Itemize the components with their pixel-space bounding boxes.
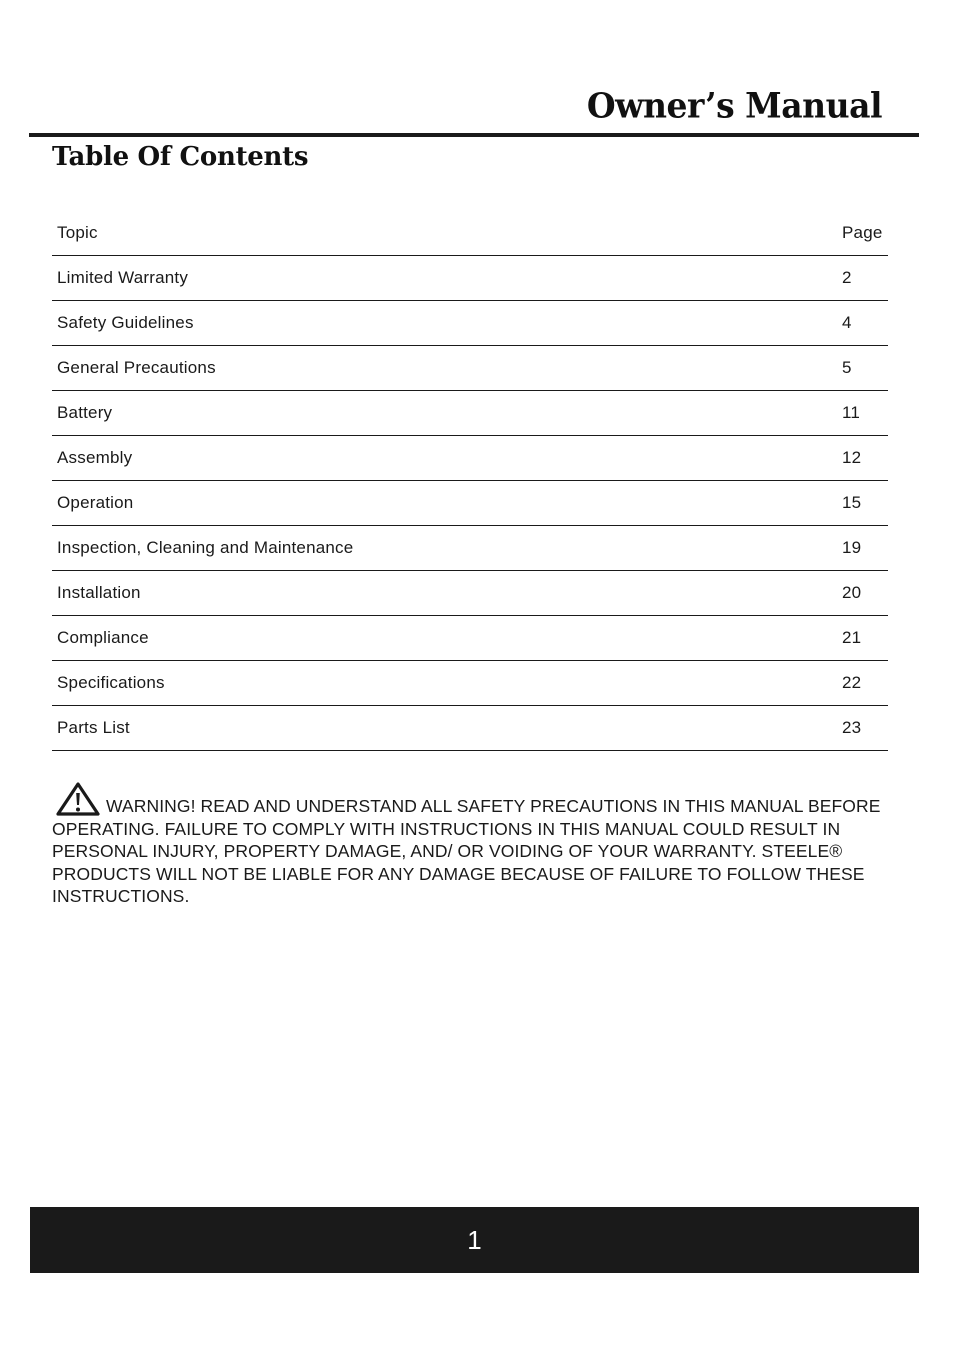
toc-topic: Inspection, Cleaning and Maintenance <box>57 538 354 557</box>
footer-bar <box>30 1207 919 1273</box>
warning-text: WARNING! READ AND UNDERSTAND ALL SAFETY PRECAUTIONS IN THIS MANUAL BEFORE OPERATING. FAILURE TO COMPLY WITH INSTRUCTIONS IN THIS MANUAL COULD RESULT IN PERSONAL INJURY, PROPERTY DAMAGE, AND/ OR VOIDING OF YOUR WARRANTY. STEELE® PRODUCTS WILL NOT BE LIABLE FOR ANY DAMAGE BECAUSE OF FAILURE TO FOLLOW THESE INSTRUCTIONS. <box>52 796 881 906</box>
toc-row <box>52 346 888 391</box>
page-number: 1 <box>467 1224 482 1255</box>
toc-page: 2 <box>842 268 852 287</box>
toc-column-topic: Topic <box>57 222 98 242</box>
toc-row <box>52 436 888 481</box>
toc-page: 12 <box>842 448 862 467</box>
toc-header-row <box>52 210 888 256</box>
warning-triangle-icon <box>56 782 100 816</box>
toc-row <box>52 391 888 436</box>
toc-topic: General Precautions <box>57 358 216 377</box>
warning-notice <box>52 782 892 908</box>
toc-page: 21 <box>842 628 862 647</box>
toc-page: 23 <box>842 718 862 737</box>
toc-title: Table Of Contents <box>52 142 309 172</box>
toc-row <box>52 526 888 571</box>
toc-row <box>52 481 888 526</box>
toc-page: 4 <box>842 313 852 332</box>
toc-row <box>52 616 888 661</box>
toc-row <box>52 571 888 616</box>
toc-topic: Operation <box>57 493 134 512</box>
toc-table <box>52 210 888 751</box>
toc-topic: Compliance <box>57 628 149 647</box>
toc-topic: Limited Warranty <box>57 268 189 287</box>
toc-page: 22 <box>842 673 862 692</box>
toc-page: 11 <box>842 403 861 422</box>
toc-row <box>52 256 888 301</box>
toc-row <box>52 706 888 751</box>
toc-page: 5 <box>842 358 852 377</box>
header-rule <box>29 133 919 137</box>
toc-topic: Battery <box>57 403 113 422</box>
toc-topic: Safety Guidelines <box>57 313 194 332</box>
toc-page: 15 <box>842 493 862 512</box>
toc-row <box>52 661 888 706</box>
toc-page: 19 <box>842 538 862 557</box>
toc-topic: Installation <box>57 583 141 602</box>
toc-page: 20 <box>842 583 862 602</box>
toc-topic: Specifications <box>57 673 165 692</box>
manual-title: Owner’s Manual <box>586 85 882 126</box>
toc-topic: Parts List <box>57 718 130 737</box>
toc-row <box>52 301 888 346</box>
toc-column-page: Page <box>842 222 883 242</box>
toc-topic: Assembly <box>57 448 133 467</box>
